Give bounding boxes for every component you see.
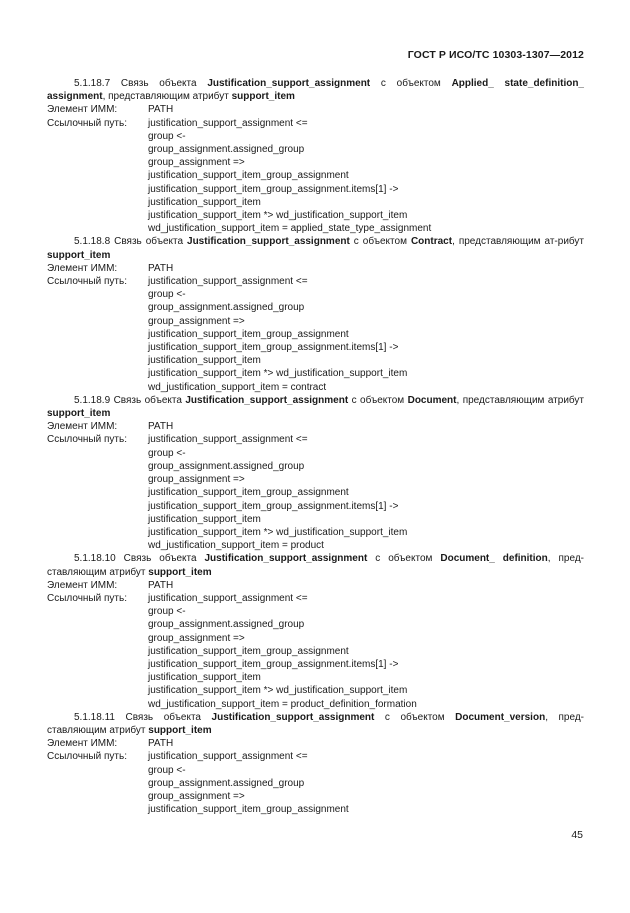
heading-text: 5.1.18.7 Связь объекта (74, 78, 208, 89)
path-line: justification_support_item (148, 672, 261, 684)
path-line: group_assignment => (148, 632, 245, 644)
path-line: justification_support_item *> wd_justification_support_item (148, 210, 408, 222)
section-heading (47, 235, 584, 261)
element-label: Элемент ИММ: (47, 738, 118, 750)
mapping-section (47, 77, 584, 235)
path-label: Ссылочный путь: (47, 592, 127, 604)
section-heading (47, 552, 584, 578)
path-line: justification_support_item *> wd_justification_support_item (148, 685, 408, 697)
path-line: justification_support_item_group_assignment (148, 487, 349, 499)
heading-term: support_item (148, 724, 212, 736)
element-row (47, 579, 584, 592)
path-label: Ссылочный путь: (47, 751, 127, 763)
element-value: PATH (148, 421, 174, 433)
path-line: justification_support_assignment <= (148, 592, 308, 604)
element-label: Элемент ИММ: (47, 421, 118, 433)
section-heading (47, 394, 584, 420)
path-row (47, 275, 584, 288)
section-heading (47, 77, 584, 103)
element-label: Элемент ИММ: (47, 104, 118, 116)
heading-text: , представляющим атрибут (102, 91, 232, 103)
path-line: justification_support_item_group_assignment.items[1] -> (148, 500, 399, 512)
element-row (47, 262, 584, 275)
path-line: justification_support_item_group_assignment (148, 645, 349, 657)
path-line: group <- (148, 606, 186, 618)
path-line: wd_justification_support_item = product_definition_formation (148, 698, 417, 710)
path-line: group <- (148, 289, 186, 301)
path-line: group_assignment => (148, 474, 245, 486)
heading-text: , пред-ставляющим атрибут (47, 711, 584, 736)
path-row (47, 117, 584, 130)
heading-term: Justification_support_assignment (187, 236, 350, 248)
heading-term: Contract (410, 236, 453, 248)
path-line: justification_support_item_group_assignment (148, 804, 349, 816)
heading-text: 5.1.18.9 Связь объекта (74, 394, 186, 406)
element-value: PATH (148, 262, 174, 274)
heading-text: с объектом (348, 394, 408, 406)
mapping-section (47, 711, 584, 817)
path-line: justification_support_assignment <= (148, 434, 308, 446)
element-row (47, 103, 584, 116)
heading-term: Document_ definition (440, 553, 548, 565)
heading-text: 5.1.18.8 Связь объекта (74, 236, 188, 248)
path-line: justification_support_item (148, 513, 261, 525)
path-line: group_assignment.assigned_group (148, 144, 305, 156)
heading-term: Applied_ state_definition_ assignment (47, 78, 584, 103)
heading-text: с объектом (349, 236, 411, 248)
path-line: group_assignment => (148, 790, 245, 802)
path-line: justification_support_item_group_assignment (148, 170, 349, 182)
element-label: Элемент ИММ: (47, 579, 118, 591)
path-line: justification_support_assignment <= (148, 751, 308, 763)
path-line: justification_support_item_group_assignment.items[1] -> (148, 658, 399, 670)
heading-term: support_item (47, 249, 111, 261)
section-heading (47, 711, 584, 737)
heading-text: с объектом (367, 553, 441, 565)
path-line: wd_justification_support_item = contract (148, 381, 327, 393)
path-line: wd_justification_support_item = product (148, 540, 324, 552)
path-line: justification_support_item (148, 355, 261, 367)
heading-term: Justification_support_assignment (207, 78, 371, 89)
path-line: group_assignment => (148, 315, 245, 327)
heading-text: с объектом (370, 78, 452, 89)
heading-term: support_item (231, 91, 295, 103)
heading-term: Justification_support_assignment (204, 553, 368, 565)
heading-term: Justification_support_assignment (211, 711, 375, 723)
path-label: Ссылочный путь: (47, 117, 127, 129)
heading-term: Document (407, 394, 457, 406)
path-line: justification_support_item *> wd_justification_support_item (148, 526, 408, 538)
element-row (47, 737, 584, 750)
path-line: justification_support_item *> wd_justification_support_item (148, 368, 408, 380)
heading-text: 5.1.18.11 Связь объекта (74, 711, 212, 723)
path-line: group_assignment.assigned_group (148, 302, 305, 314)
mapping-section (47, 552, 584, 710)
heading-text: с объектом (374, 711, 456, 723)
path-line: justification_support_assignment <= (148, 276, 308, 288)
heading-term: Justification_support_assignment (185, 394, 349, 406)
mapping-section (47, 394, 584, 552)
path-line: justification_support_item_group_assignment (148, 328, 349, 340)
path-line: justification_support_item_group_assignment.items[1] -> (148, 342, 399, 354)
document-header: ГОСТ Р ИСО/ТС 10303-1307—2012 (407, 49, 584, 61)
heading-term: support_item (47, 408, 111, 420)
heading-text: , представляющим атрибут (456, 394, 584, 406)
document-body (47, 77, 584, 816)
path-line: wd_justification_support_item = applied_state_type_assignment (148, 223, 432, 235)
heading-text: , представляющим ат-рибут (452, 236, 584, 248)
path-line: justification_support_assignment <= (148, 117, 308, 129)
path-line: justification_support_item (148, 196, 261, 208)
path-line: group <- (148, 764, 186, 776)
path-line: group_assignment.assigned_group (148, 777, 305, 789)
path-row (47, 750, 584, 763)
path-label: Ссылочный путь: (47, 434, 127, 446)
page-number: 45 (571, 829, 583, 841)
element-value: PATH (148, 104, 174, 116)
mapping-section (47, 235, 584, 393)
element-row (47, 420, 584, 433)
path-line: justification_support_item_group_assignment.items[1] -> (148, 183, 399, 195)
element-value: PATH (148, 738, 174, 750)
heading-text: , пред-ставляющим атрибут (47, 553, 584, 578)
heading-text: 5.1.18.10 Связь объекта (74, 553, 205, 565)
element-label: Элемент ИММ: (47, 262, 118, 274)
path-line: group <- (148, 447, 186, 459)
element-value: PATH (148, 579, 174, 591)
heading-term: Document_version (455, 711, 546, 723)
path-row (47, 433, 584, 446)
path-line: group <- (148, 130, 186, 142)
path-line: group_assignment.assigned_group (148, 460, 305, 472)
path-line: group_assignment => (148, 157, 245, 169)
path-label: Ссылочный путь: (47, 276, 127, 288)
heading-term: support_item (148, 566, 212, 578)
path-line: group_assignment.assigned_group (148, 619, 305, 631)
path-row (47, 592, 584, 605)
